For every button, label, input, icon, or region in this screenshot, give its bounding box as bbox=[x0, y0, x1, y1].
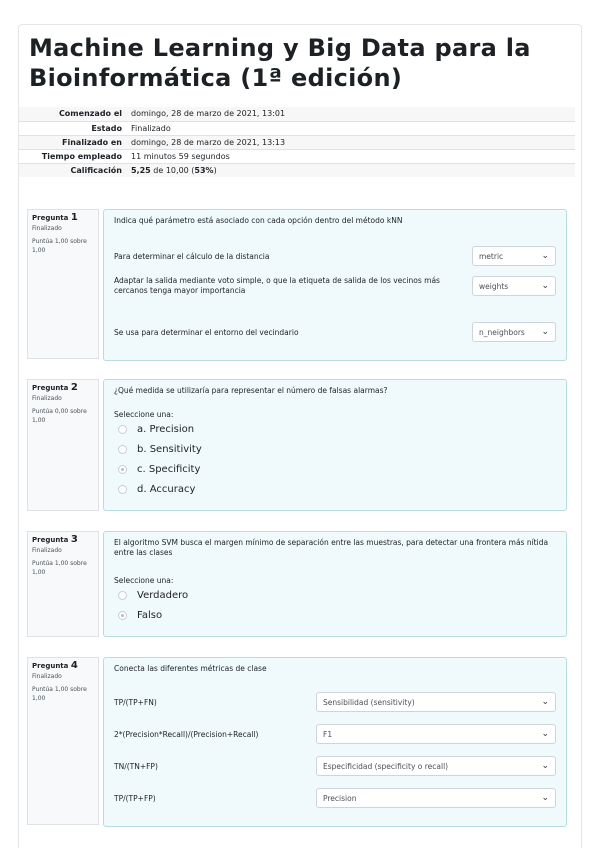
summary-row-started bbox=[19, 107, 575, 121]
radio-selected-icon[interactable] bbox=[118, 465, 127, 474]
radio-icon[interactable] bbox=[118, 445, 127, 454]
match-select-neighbors[interactable] bbox=[472, 322, 556, 342]
match-row bbox=[114, 246, 556, 266]
match-prompt: TP/(TP+FN) bbox=[114, 697, 157, 707]
select-value: n_neighbors bbox=[479, 327, 525, 337]
question-content bbox=[103, 657, 567, 827]
question-number: Pregunta 4 bbox=[32, 660, 78, 671]
summary-value: 11 minutos 59 segundos bbox=[131, 151, 230, 161]
match-row bbox=[114, 724, 556, 744]
question-info bbox=[27, 379, 99, 511]
question-mark: Puntúa 1,00 sobre 1,00 bbox=[32, 238, 87, 254]
question-number: Pregunta 3 bbox=[32, 534, 78, 545]
option-label: d. Accuracy bbox=[137, 484, 196, 495]
match-select-metric[interactable] bbox=[472, 246, 556, 266]
summary-label: Estado bbox=[91, 123, 122, 133]
match-select-precision[interactable] bbox=[316, 788, 556, 808]
answer-option-a[interactable] bbox=[118, 424, 194, 435]
question-number: Pregunta 1 bbox=[32, 212, 78, 223]
select-value: metric bbox=[479, 251, 504, 261]
chevron-down-icon: ⌄ bbox=[541, 327, 549, 337]
question-mark: Puntúa 1,00 sobre 1,00 bbox=[32, 560, 87, 576]
question-state: Finalizado bbox=[32, 225, 62, 232]
match-select-sensitivity[interactable] bbox=[316, 692, 556, 712]
answer-option-c[interactable] bbox=[118, 464, 200, 475]
select-value: Sensibilidad (sensitivity) bbox=[323, 697, 415, 707]
grade-text: de 10,00 ( bbox=[153, 165, 195, 175]
question-4 bbox=[27, 657, 575, 837]
radio-icon[interactable] bbox=[118, 485, 127, 494]
select-value: Precision bbox=[323, 793, 357, 803]
answer-option-true[interactable] bbox=[118, 590, 188, 601]
grade-value: 5,25 bbox=[131, 165, 151, 175]
question-mark: Puntúa 1,00 sobre 1,00 bbox=[32, 686, 87, 702]
match-prompt: TP/(TP+FP) bbox=[114, 793, 156, 803]
option-label: Verdadero bbox=[137, 590, 189, 601]
match-prompt: Adaptar la salida mediante voto simple, o que la etiqueta de salida de los vecinos más cercanos tenga mayor importancia bbox=[114, 276, 440, 295]
select-one-label: Seleccione una: bbox=[114, 410, 174, 419]
answer-option-false[interactable] bbox=[118, 610, 162, 621]
match-row bbox=[114, 692, 556, 712]
select-value: weights bbox=[479, 281, 509, 291]
chevron-down-icon: ⌄ bbox=[541, 793, 549, 803]
summary-value: domingo, 28 de marzo de 2021, 13:01 bbox=[131, 109, 286, 119]
question-state: Finalizado bbox=[32, 673, 62, 680]
select-value: F1 bbox=[323, 729, 333, 739]
question-content bbox=[103, 531, 567, 637]
match-select-f1[interactable] bbox=[316, 724, 556, 744]
summary-row-completed bbox=[19, 135, 575, 149]
match-select-specificity[interactable] bbox=[316, 756, 556, 776]
match-prompt: Para determinar el cálculo de la distancia bbox=[114, 251, 270, 261]
option-label: Falso bbox=[137, 610, 163, 621]
option-label: c. Specificity bbox=[137, 464, 201, 475]
summary-label: Tiempo empleado bbox=[41, 151, 122, 161]
summary-label: Comenzado el bbox=[58, 109, 122, 119]
question-info bbox=[27, 209, 99, 359]
select-one-label: Seleccione una: bbox=[114, 576, 174, 585]
question-content bbox=[103, 209, 567, 361]
quiz-review-page bbox=[18, 24, 582, 848]
question-mark: Puntúa 0,00 sobre 1,00 bbox=[32, 408, 87, 424]
match-row bbox=[114, 322, 556, 342]
match-prompt: 2*(Precision*Recall)/(Precision+Recall) bbox=[114, 729, 259, 739]
question-info bbox=[27, 531, 99, 637]
summary-value: domingo, 28 de marzo de 2021, 13:13 bbox=[131, 137, 286, 147]
radio-icon[interactable] bbox=[118, 591, 127, 600]
summary-value: Finalizado bbox=[131, 123, 171, 133]
page-title: Machine Learning y Big Data para la Bioinformática (1ª edición) bbox=[29, 34, 531, 92]
summary-value bbox=[126, 163, 575, 177]
summary-row-grade bbox=[19, 163, 575, 177]
chevron-down-icon: ⌄ bbox=[541, 281, 549, 291]
summary-label: Calificación bbox=[70, 165, 122, 175]
select-value: Especificidad (specificity o recall) bbox=[323, 761, 449, 771]
option-label: a. Precision bbox=[137, 424, 195, 435]
question-state: Finalizado bbox=[32, 395, 62, 402]
question-info bbox=[27, 657, 99, 825]
match-prompt: Se usa para determinar el entorno del vecindario bbox=[114, 327, 299, 337]
option-label: b. Sensitivity bbox=[137, 444, 202, 455]
chevron-down-icon: ⌄ bbox=[541, 761, 549, 771]
answer-option-d[interactable] bbox=[118, 484, 195, 495]
summary-row-state bbox=[19, 121, 575, 135]
radio-icon[interactable] bbox=[118, 425, 127, 434]
summary-label: Finalizado en bbox=[62, 137, 122, 147]
question-number: Pregunta 2 bbox=[32, 382, 78, 393]
question-content bbox=[103, 379, 567, 511]
match-row bbox=[114, 756, 556, 776]
grade-text-end: ) bbox=[213, 165, 217, 175]
match-row bbox=[114, 788, 556, 808]
grade-percent: 53% bbox=[194, 165, 214, 175]
match-select-weights[interactable] bbox=[472, 276, 556, 296]
question-3 bbox=[27, 531, 575, 647]
question-2 bbox=[27, 379, 575, 519]
chevron-down-icon: ⌄ bbox=[541, 697, 549, 707]
question-text: ¿Qué medida se utilizaría para representar el número de falsas alarmas? bbox=[114, 386, 388, 395]
attempt-summary-table bbox=[19, 107, 575, 177]
question-text: Indica qué parámetro está asociado con cada opción dentro del método kNN bbox=[114, 216, 403, 225]
question-text: Conecta las diferentes métricas de clase bbox=[114, 664, 267, 673]
question-text: El algoritmo SVM busca el margen mínimo de separación entre las muestras, para detectar una frontera más nítida entre las clases bbox=[114, 538, 549, 557]
chevron-down-icon: ⌄ bbox=[541, 251, 549, 261]
question-1 bbox=[27, 209, 575, 369]
match-prompt: TN/(TN+FP) bbox=[114, 761, 158, 771]
answer-option-b[interactable] bbox=[118, 444, 202, 455]
chevron-down-icon: ⌄ bbox=[541, 729, 549, 739]
question-state: Finalizado bbox=[32, 547, 62, 554]
match-row bbox=[114, 276, 556, 296]
radio-selected-icon[interactable] bbox=[118, 611, 127, 620]
summary-row-time bbox=[19, 149, 575, 163]
